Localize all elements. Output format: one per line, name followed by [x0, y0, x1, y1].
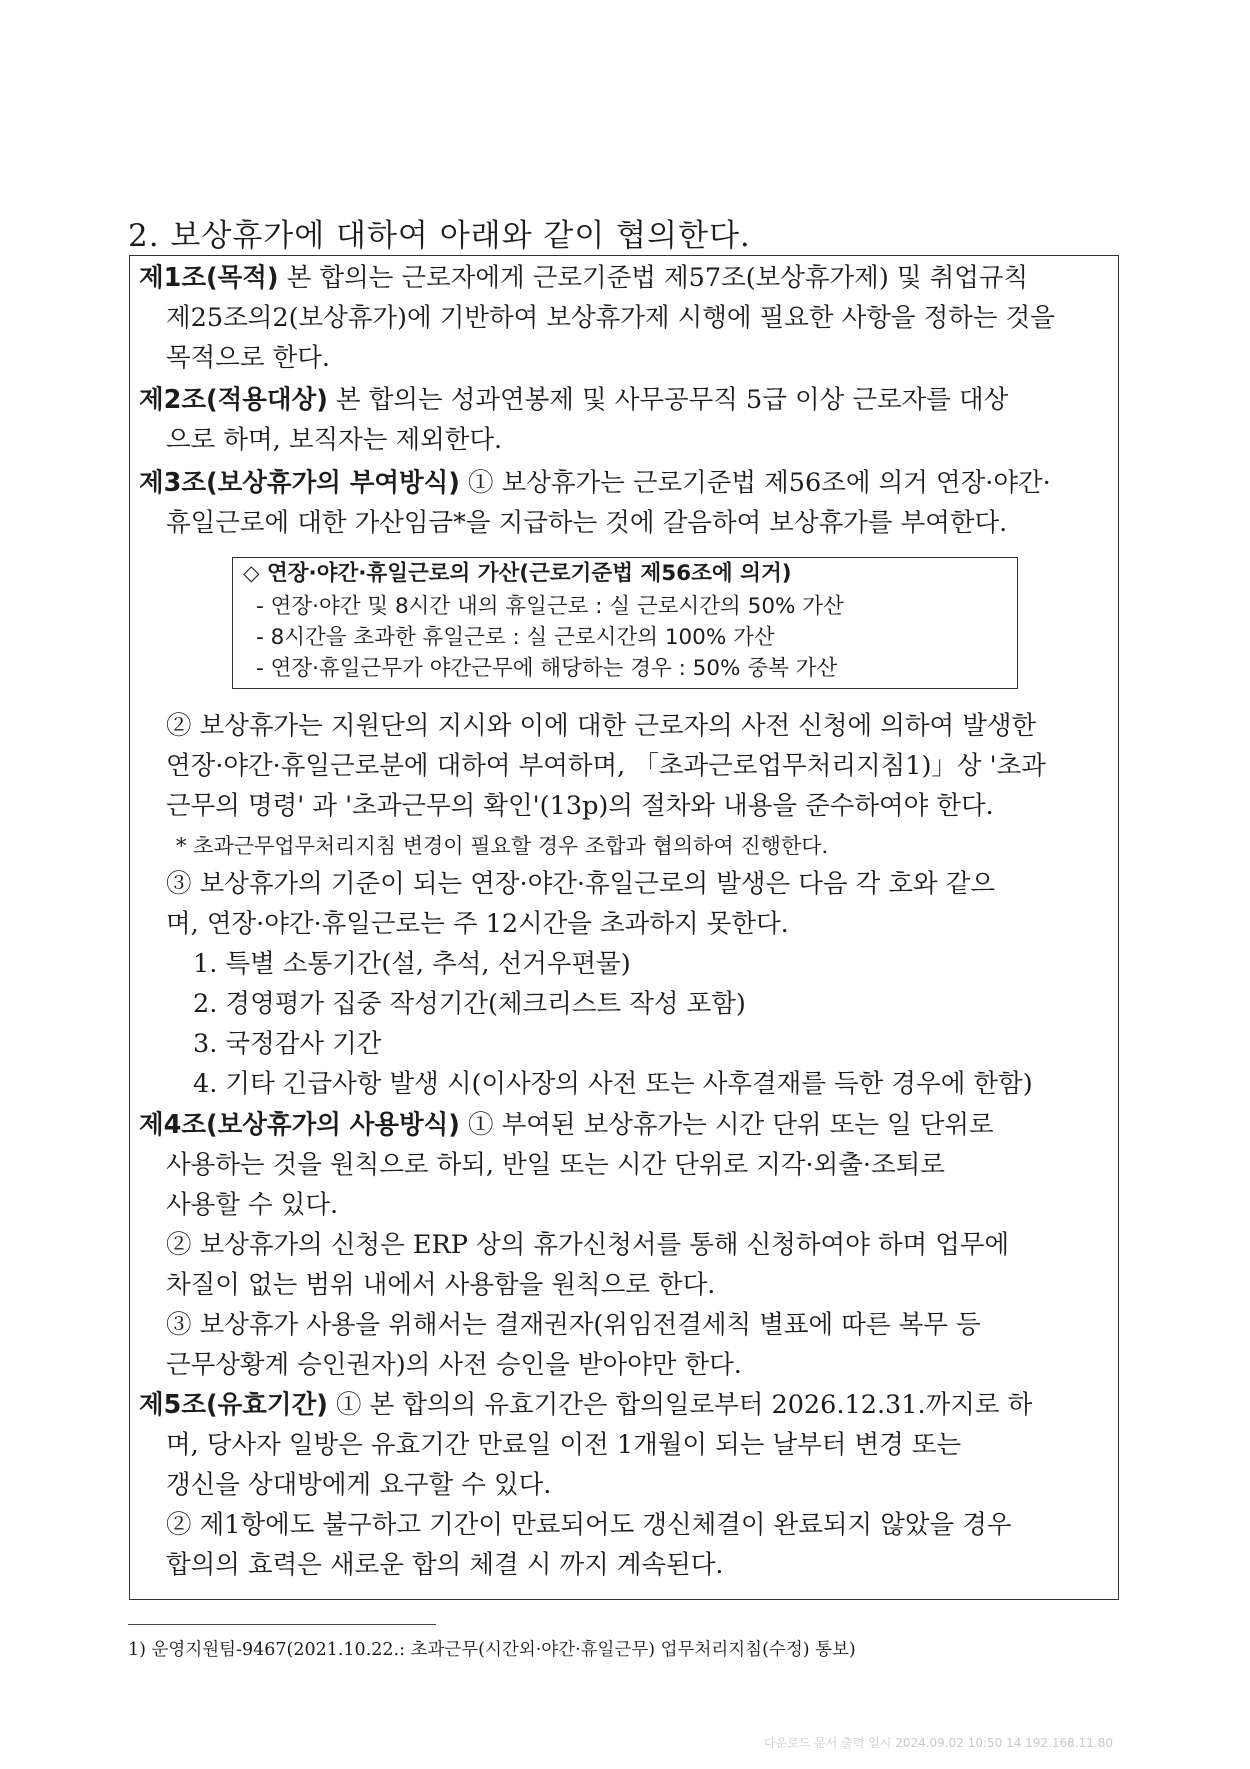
article3-item-2: 2. 경영평가 집중 작성기간(체크리스트 작성 포함)	[193, 989, 746, 1019]
article3-para3-line-1: ③ 보상휴가의 기준이 되는 연장·야간·휴일근로의 발생은 다음 각 호와 같으	[166, 869, 996, 899]
article1-line-3: 목적으로 한다.	[166, 343, 331, 373]
surcharge-item-1: - 연장·야간 및 8시간 내의 휴일근로 : 실 근로시간의 50% 가산	[256, 594, 844, 619]
article3-item-4: 4. 기타 긴급사항 발생 시(이사장의 사전 또는 사후결재를 득한 경우에 한함)	[193, 1069, 1033, 1099]
article3-item-3: 3. 국정감사 기간	[193, 1029, 382, 1059]
article1-title: 제1조(목적)	[139, 263, 279, 293]
article3-line-2: 휴일근로에 대한 가산임금*을 지급하는 것에 갈음하여 보상휴가를 부여한다.	[166, 508, 1008, 538]
article4-line-6: ③ 보상휴가 사용을 위해서는 결재권자(위임전결세칙 별표에 따른 복무 등	[166, 1310, 981, 1340]
footnote: 1) 운영지원팀-9467(2021.10.22.: 초과근무(시간외·야간·휴일근무) 업무처리지침(수정) 통보)	[128, 1640, 856, 1660]
surcharge-item-2: - 8시간을 초과한 휴일근로 : 실 근로시간의 100% 가산	[256, 625, 775, 650]
article3-para2-line-2: 연장·야간·휴일근로분에 대하여 부여하며, 「초과근로업무처리지침1)」상 '초과	[166, 751, 1046, 781]
article1-line-1: 제1조(목적) 본 합의는 근로자에게 근로기준법 제57조(보상휴가제) 및 취업규칙	[139, 263, 1029, 293]
article4-line-5: 차질이 없는 범위 내에서 사용함을 원칙으로 한다.	[166, 1270, 716, 1300]
article5-line-3: 갱신을 상대방에게 요구할 수 있다.	[166, 1470, 552, 1500]
article3-para2-line-1: ② 보상휴가는 지원단의 지시와 이에 대한 근로자의 사전 신청에 의하여 발생한	[166, 711, 1037, 741]
article5-line-4: ② 제1항에도 불구하고 기간이 만료되어도 갱신체결이 완료되지 않았을 경우	[166, 1510, 1012, 1540]
article3-para3-line-2: 며, 연장·야간·휴일근로는 주 12시간을 초과하지 못한다.	[166, 909, 789, 939]
surcharge-item-3: - 연장·휴일근무가 야간근무에 해당하는 경우 : 50% 중복 가산	[256, 656, 838, 681]
article4-title: 제4조(보상휴가의 사용방식)	[139, 1110, 460, 1140]
article4-line-4: ② 보상휴가의 신청은 ERP 상의 휴가신청서를 통해 신청하여야 하며 업무에	[166, 1230, 1010, 1260]
article2-line-1: 제2조(적용대상) 본 합의는 성과연봉제 및 사무공무직 5급 이상 근로자를 대상	[139, 385, 1009, 415]
article5-line-1: 제5조(유효기간) ① 본 합의의 유효기간은 합의일로부터 2026.12.31.까지로 하	[139, 1390, 1033, 1420]
article1-line-2: 제25조의2(보상휴가)에 기반하여 보상휴가제 시행에 필요한 사항을 정하는 것을	[166, 303, 1055, 333]
article4-line-3: 사용할 수 있다.	[166, 1190, 339, 1220]
article4-line-1: 제4조(보상휴가의 사용방식) ① 부여된 보상휴가는 시간 단위 또는 일 단위로	[139, 1110, 994, 1140]
article3-note: * 초과근무업무처리지침 변경이 필요할 경우 조합과 협의하여 진행한다.	[176, 834, 829, 858]
section-heading: 2. 보상휴가에 대하여 아래와 같이 협의한다.	[128, 218, 751, 254]
article5-line-5: 합의의 효력은 새로운 합의 체결 시 까지 계속된다.	[166, 1550, 724, 1580]
surcharge-box-title: ◇ 연장·야간·휴일근로의 가산(근로기준법 제56조에 의거)	[243, 561, 792, 586]
article5-line-2: 며, 당사자 일방은 유효기간 만료일 이전 1개월이 되는 날부터 변경 또는	[166, 1430, 962, 1460]
article5-title: 제5조(유효기간)	[139, 1390, 328, 1420]
article3-para2-line-3: 근무의 명령' 과 '초과근무의 확인'(13p)의 절차와 내용을 준수하여야 한다.	[166, 791, 994, 821]
article2-line-2: 으로 하며, 보직자는 제외한다.	[166, 425, 503, 455]
article2-title: 제2조(적용대상)	[139, 385, 328, 415]
footnote-divider	[128, 1624, 436, 1625]
print-stamp: 다운로드 문서 출력 일시 2024.09.02 10:50 14 192.168.11.80	[764, 1736, 1113, 1750]
article4-line-7: 근무상황계 승인권자)의 사전 승인을 받아야만 한다.	[166, 1350, 742, 1380]
article3-line-1: 제3조(보상휴가의 부여방식) ① 보상휴가는 근로기준법 제56조에 의거 연장·야간·	[139, 468, 1051, 498]
article3-title: 제3조(보상휴가의 부여방식)	[139, 468, 460, 498]
article4-line-2: 사용하는 것을 원칙으로 하되, 반일 또는 시간 단위로 지각·외출·조퇴로	[166, 1150, 945, 1180]
article3-item-1: 1. 특별 소통기간(설, 추석, 선거우편물)	[193, 949, 631, 979]
